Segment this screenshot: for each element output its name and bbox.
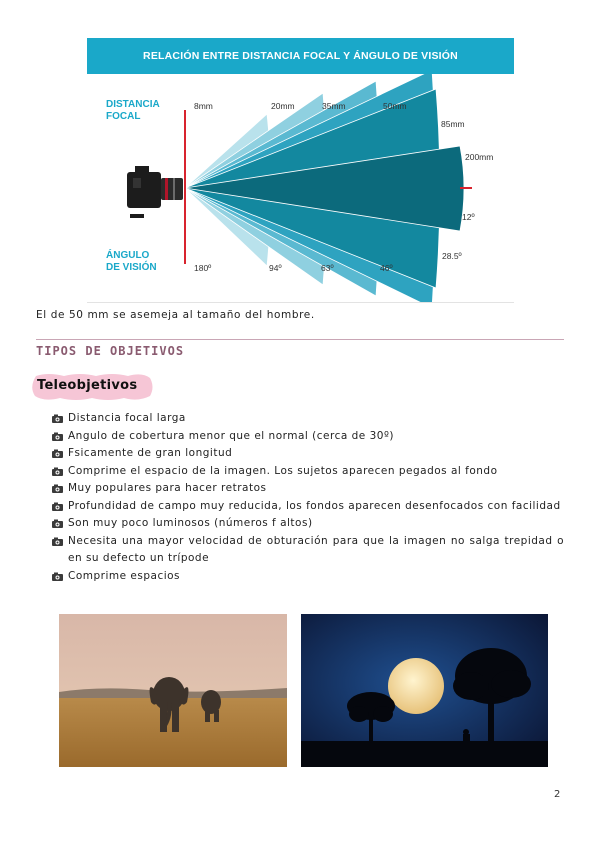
angle-label-line-1: ÁNGULO — [106, 250, 150, 261]
focal-8mm: 8mm — [194, 101, 213, 111]
list-item-text: Fsicamente de gran longitud — [68, 447, 233, 459]
moon-tree-photo — [301, 614, 548, 767]
diagram-title: RELACIÓN ENTRE DISTANCIA FOCAL Y ÁNGULO DE VISIÓN — [87, 38, 514, 74]
list-item — [52, 410, 564, 428]
angle-of-view-label — [106, 250, 186, 274]
list-item — [52, 463, 564, 481]
camera-icon — [52, 449, 63, 458]
list-item — [52, 533, 564, 568]
focal-label-line-2: FOCAL — [106, 111, 141, 122]
teleobjetivos-heading: Teleobjetivos — [37, 378, 138, 393]
list-item — [52, 480, 564, 498]
list-item-text: Comprime espacios — [68, 569, 181, 582]
page-number: 2 — [554, 789, 561, 800]
elephant-photo — [59, 614, 287, 767]
list-item-text: Angulo de cobertura menor que el normal (cerca de 30º) — [68, 429, 395, 442]
focal-label-line-1: DISTANCIA — [106, 99, 160, 110]
list-item-text: Muy populares para hacer retratos — [68, 482, 267, 494]
list-item-text: Necesita una mayor velocidad de obturación para que la imagen no salga trepidad o en su defecto un trípode — [68, 534, 564, 564]
list-item — [52, 445, 564, 463]
list-item — [52, 515, 564, 533]
focal-length-diagram — [87, 38, 514, 303]
camera-icon — [52, 502, 63, 511]
camera-icon — [127, 166, 183, 218]
camera-icon — [52, 484, 63, 493]
focal-20mm: 20mm — [271, 101, 295, 111]
list-item-text: Comprime el espacio de la imagen. Los sujetos aparecen pegados al fondo — [68, 464, 498, 477]
focal-length-label — [106, 99, 186, 123]
angle-180: 180º — [194, 263, 212, 273]
camera-icon — [52, 432, 63, 441]
focal-35mm: 35mm — [322, 101, 346, 111]
angle-label-line-2: DE VISIÓN — [106, 262, 157, 273]
angle-94: 94º — [269, 263, 282, 273]
section-title: TIPOS DE OBJETIVOS — [36, 344, 185, 358]
camera-icon — [52, 467, 63, 476]
focal-200mm: 200mm — [465, 152, 494, 162]
focal-50mm: 50mm — [383, 101, 407, 111]
angle-12: 12º — [462, 212, 475, 222]
camera-icon — [52, 414, 63, 423]
list-item-text: Distancia focal larga — [68, 412, 186, 424]
teleobjetivos-feature-list — [52, 410, 564, 585]
list-item — [52, 498, 564, 516]
focal-85mm: 85mm — [441, 119, 465, 129]
angle-28-5: 28.5º — [442, 251, 462, 261]
camera-icon — [52, 519, 63, 528]
section-divider — [36, 339, 564, 340]
diagram-caption: El de 50 mm se asemeja al tamaño del hombre. — [36, 309, 315, 321]
camera-icon — [52, 537, 63, 546]
angle-46: 46º — [380, 263, 393, 273]
list-item — [52, 428, 564, 446]
camera-icon — [52, 572, 63, 581]
list-item-text: Son muy poco luminosos (números f altos) — [68, 517, 313, 529]
angle-63: 63º — [321, 263, 334, 273]
list-item-text: Profundidad de campo muy reducida, los fondos aparecen desenfocados con facilidad — [68, 499, 561, 512]
list-item — [52, 568, 564, 586]
